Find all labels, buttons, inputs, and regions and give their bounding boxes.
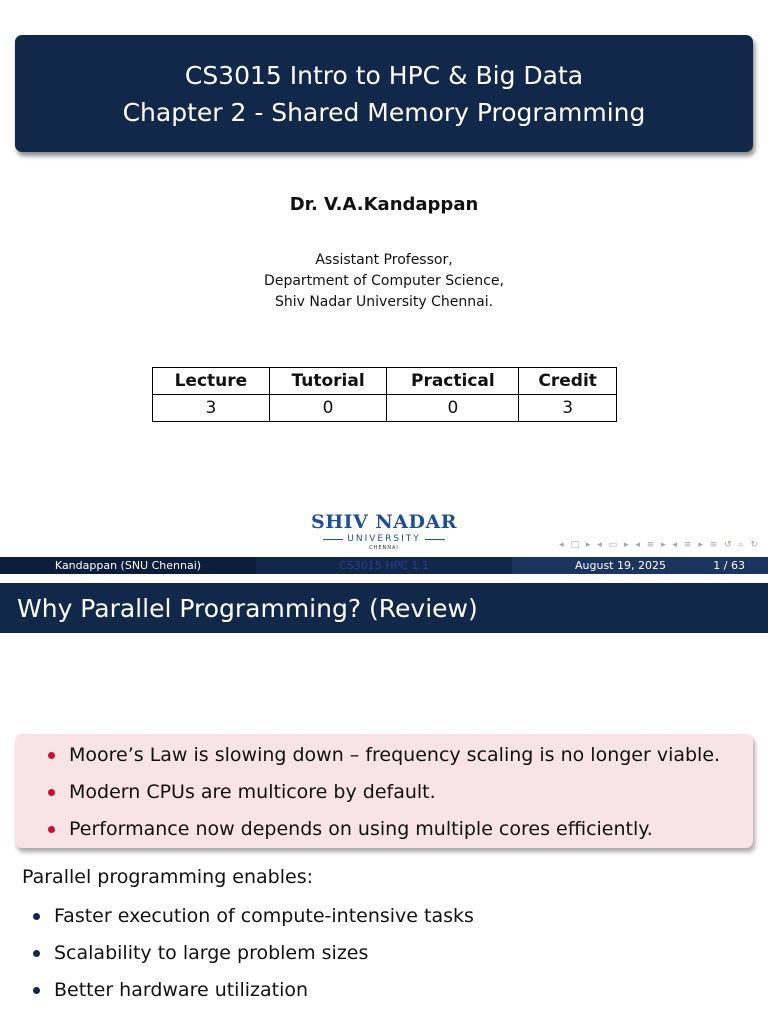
footer-short-title: CS3015 HPC 1.1 <box>256 557 512 574</box>
footer-page-number: 1 / 63 <box>713 559 745 572</box>
logo-line1: SHIV NADAR <box>310 511 458 533</box>
affiliation <box>0 250 768 313</box>
nav-search-icon[interactable]: ↺ ⌕ ↻ <box>724 540 760 550</box>
author-name: Dr. V.A.Kandappan <box>289 194 479 215</box>
benefits-list <box>0 898 768 1009</box>
credits-value-row <box>153 395 617 422</box>
slide-title-line2: Chapter 2 - Shared Memory Programming <box>122 97 646 127</box>
benefit-item <box>0 935 768 972</box>
credits-header-tutorial: Tutorial <box>269 368 387 395</box>
credits-value-tutorial: 0 <box>269 395 387 422</box>
callout-item <box>15 811 753 848</box>
bullet-icon <box>48 752 55 759</box>
logo-line2: UNIVERSITY <box>347 534 421 544</box>
credits-value-credit: 3 <box>519 395 617 422</box>
benefit-item-text: Scalability to large problem sizes <box>54 942 369 964</box>
callout-item <box>15 774 753 811</box>
logo-line2-wrap <box>304 534 464 544</box>
university-logo <box>304 511 464 551</box>
nav-frame-icon[interactable]: ◂ □ ▸ <box>559 540 593 550</box>
lead-text: Parallel programming enables: <box>22 866 314 888</box>
nav-subsection-icon[interactable]: ◂ ▭ ▸ <box>597 540 631 550</box>
nav-section-icon[interactable]: ◂ ≡ ▸ <box>635 540 668 550</box>
footer-right <box>512 557 768 574</box>
logo-rule-right <box>425 539 445 540</box>
benefits-list-wrap <box>0 898 768 1009</box>
callout-box <box>15 734 753 848</box>
credits-header-practical: Practical <box>387 368 519 395</box>
logo-line3: CHENNAI <box>369 545 399 551</box>
nav-slide-icon[interactable]: ◂ ≡ ▸ <box>672 540 705 550</box>
callout-list <box>15 734 753 848</box>
callout-item <box>15 737 753 774</box>
bullet-icon <box>33 950 40 957</box>
credits-value-practical: 0 <box>387 395 519 422</box>
slide-title-box <box>15 35 753 152</box>
bullet-icon <box>48 789 55 796</box>
slide-title-line1: CS3015 Intro to HPC & Big Data <box>184 60 584 90</box>
bullet-icon <box>33 913 40 920</box>
callout-item-text: Moore’s Law is slowing down – frequency scaling is no longer viable. <box>69 744 721 766</box>
affiliation-line-university: Shiv Nadar University Chennai. <box>274 294 494 310</box>
footer-author: Kandappan (SNU Chennai) <box>0 557 256 574</box>
logo-rule-left <box>323 539 343 540</box>
frame-title: Why Parallel Programming? (Review) <box>0 583 768 633</box>
credits-value-lecture: 3 <box>153 395 270 422</box>
nav-align-icon[interactable]: ≡ <box>709 540 720 550</box>
credits-header-row <box>153 368 617 395</box>
affiliation-line-position: Assistant Professor, <box>315 252 453 268</box>
bullet-icon <box>33 987 40 994</box>
affiliation-line-department: Department of Computer Science, <box>264 273 504 289</box>
credits-header-lecture: Lecture <box>153 368 270 395</box>
benefit-item-text: Faster execution of compute-intensive tasks <box>54 905 474 927</box>
footer-date: August 19, 2025 <box>575 559 666 572</box>
benefit-item-text: Better hardware utilization <box>54 979 309 1001</box>
slide-footer <box>0 557 768 574</box>
beamer-navigation-symbols[interactable] <box>559 540 760 550</box>
credits-table <box>152 367 617 422</box>
benefit-item <box>0 972 768 1009</box>
bullet-icon <box>48 826 55 833</box>
benefit-item <box>0 898 768 935</box>
credits-header-credit: Credit <box>519 368 617 395</box>
callout-item-text: Performance now depends on using multiple cores efficiently. <box>69 818 653 840</box>
callout-item-text: Modern CPUs are multicore by default. <box>69 781 436 803</box>
